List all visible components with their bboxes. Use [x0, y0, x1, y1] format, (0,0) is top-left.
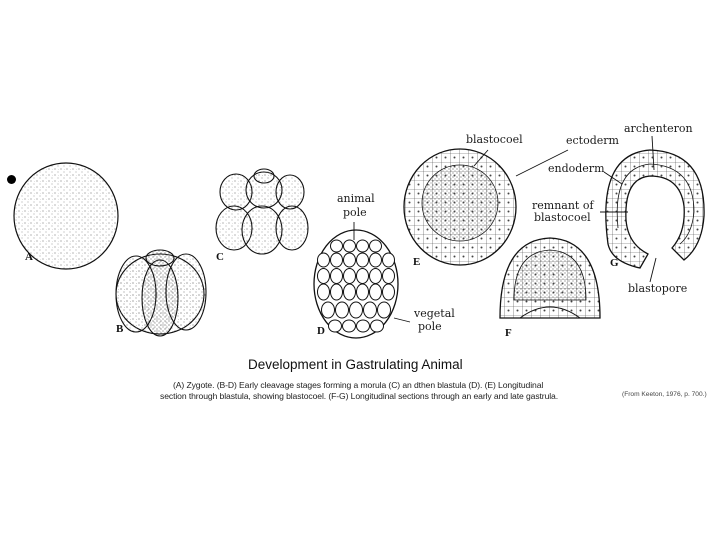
blastomere-cell	[350, 302, 363, 318]
stage-c: C	[216, 251, 224, 263]
blastomere-cell	[370, 284, 382, 300]
stage-b: B	[116, 323, 124, 335]
blastomere-cell	[336, 302, 349, 318]
label-pole-bottom: pole	[418, 320, 442, 333]
blastomere-cell	[383, 253, 395, 267]
blastomere-cell	[318, 284, 330, 300]
label-blastopore: blastopore	[628, 282, 688, 295]
label-ectoderm: ectoderm	[566, 134, 619, 147]
caption-line-2: section through blastula, showing blastocoel. (F-G) Longitudinal sections through an early and late gastrula.	[160, 391, 559, 401]
label-remnant-blastocoel: blastocoel	[534, 211, 591, 224]
blastomere-cell	[364, 302, 377, 318]
blastomere-cell	[344, 240, 356, 252]
stage-f: F	[505, 327, 512, 339]
late-gastrula-g	[606, 150, 704, 268]
blastomere-cell	[383, 269, 395, 284]
blastomere-cell	[329, 320, 342, 332]
blastula-section-e	[404, 149, 516, 265]
blastomere-cell	[344, 269, 356, 284]
blastomere-cell	[343, 320, 356, 332]
blastomere-cell	[383, 284, 395, 300]
early-gastrula-f	[500, 238, 600, 318]
morula-c	[216, 169, 308, 254]
blastomere-cell	[344, 284, 356, 300]
blastomere-cell	[371, 320, 384, 332]
stage-d: D	[317, 325, 325, 337]
blastomere-cell	[331, 240, 343, 252]
stage-e: E	[413, 256, 421, 268]
label-vegetal: vegetal	[414, 307, 455, 320]
blastomere-cell	[322, 302, 335, 318]
blastomere-cell	[331, 269, 343, 284]
blastomere-cell	[378, 302, 391, 318]
blastomere-cell	[357, 320, 370, 332]
caption-line-1: (A) Zygote. (B-D) Early cleavage stages forming a morula (C) an dthen blastula (D). (E) Longitudinal	[173, 380, 544, 390]
blastomere-cell	[357, 269, 369, 284]
blastula-d	[314, 230, 398, 338]
label-remnant-of: remnant of	[532, 199, 594, 212]
credit: (From Keeton, 1976, p. 700.)	[622, 391, 707, 398]
blastomere-cell	[331, 253, 343, 267]
label-pole-top: pole	[343, 206, 367, 219]
blastomere-cell	[318, 269, 330, 284]
label-animal: animal	[337, 192, 375, 205]
blastomere-cell	[344, 253, 356, 267]
blastomere-cell	[357, 284, 369, 300]
caption-title: Development in Gastrulating Animal	[248, 357, 463, 372]
label-blastocoel: blastocoel	[466, 133, 523, 146]
label-endoderm: endoderm	[548, 162, 605, 175]
blastomere-cell	[357, 240, 369, 252]
cleavage-b	[116, 250, 206, 336]
stage-a: A	[25, 251, 33, 263]
blastomere-cell	[370, 253, 382, 267]
blastomere-cell	[370, 240, 382, 252]
blastomere-cell	[331, 284, 343, 300]
label-archenteron: archenteron	[624, 122, 693, 135]
stage-g: G	[610, 257, 619, 269]
blastomere-cell	[318, 253, 330, 267]
blastomere-cell	[370, 269, 382, 284]
blastomere-cell	[357, 253, 369, 267]
